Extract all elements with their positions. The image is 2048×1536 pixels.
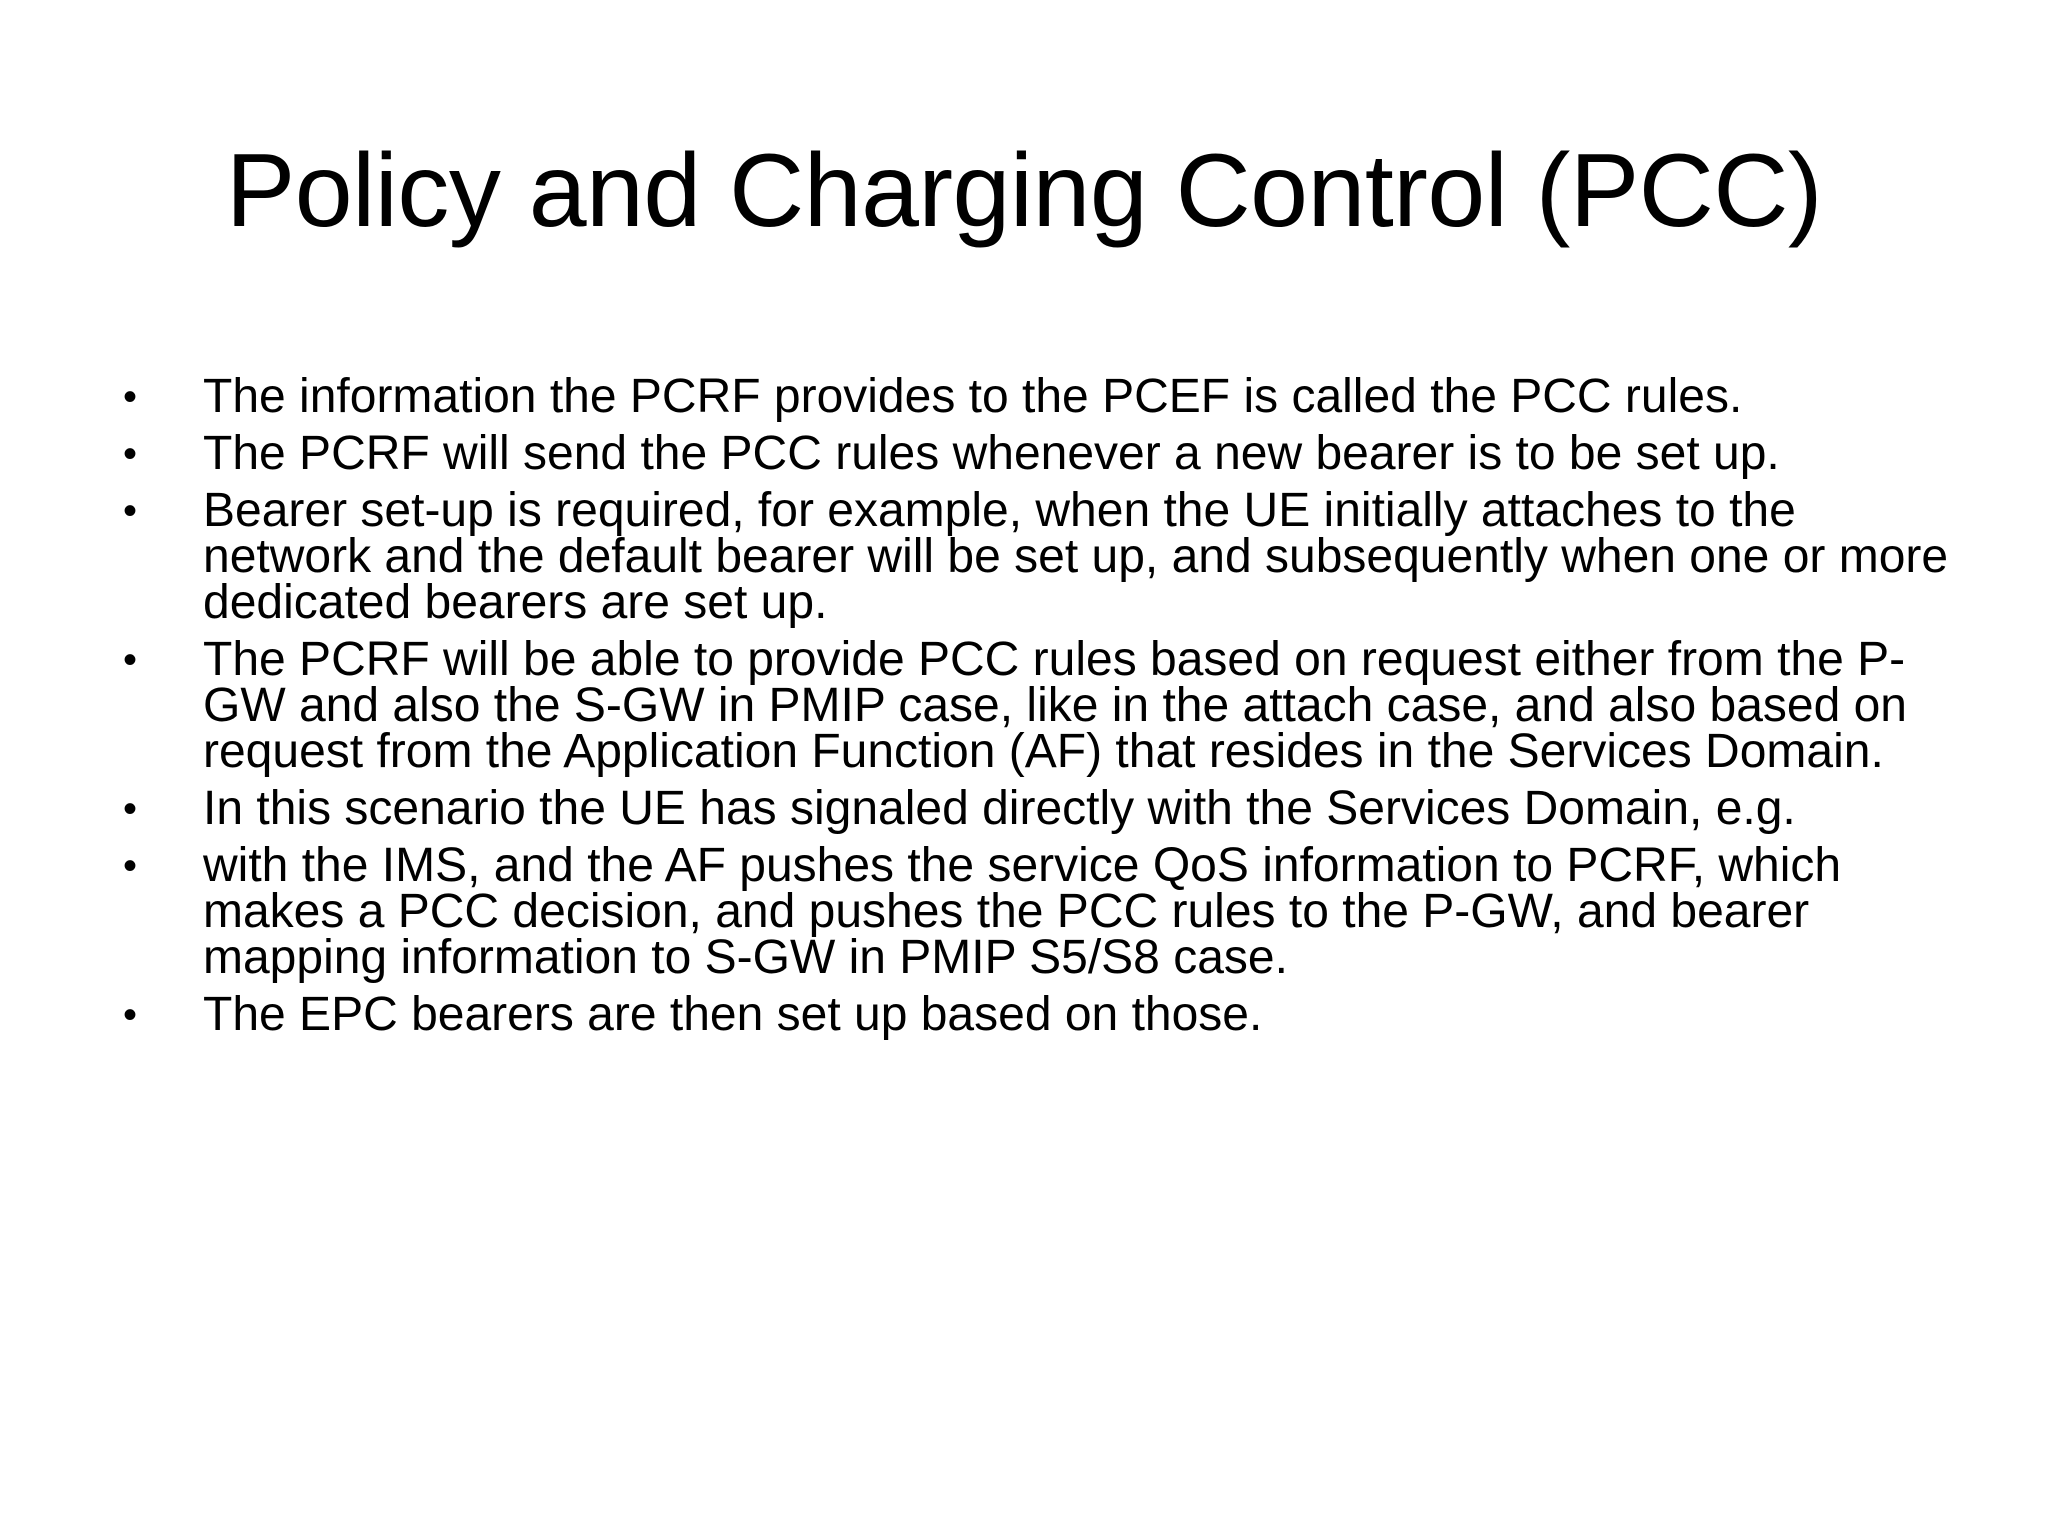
bullet-text: The information the PCRF provides to the PCEF is called the PCC rules. [203, 370, 1743, 423]
slide-title: Policy and Charging Control (PCC) [225, 133, 1823, 249]
bullet-item [119, 988, 1949, 1041]
bullet-text: Bearer set-up is required, for example, when the UE initially attaches to the network and the default bearer will be set up, and subsequently when one or more dedicated bearers are set up. [203, 484, 1949, 629]
bullet-list [119, 370, 1949, 1049]
bullet-dot-icon: • [123, 489, 138, 533]
bullet-text: with the IMS, and the AF pushes the service QoS information to PCRF, which makes a PCC decision, and pushes the PCC rules to the P-GW, and bearer mapping information to S-GW in PMIP S5/S8 case. [203, 839, 1842, 984]
bullet-item [119, 633, 1949, 778]
bullet-item [119, 782, 1949, 835]
bullet-dot-icon: • [123, 432, 138, 476]
bullet-dot-icon: • [123, 787, 138, 831]
bullet-item [119, 839, 1949, 984]
bullet-text: The PCRF will send the PCC rules whenever a new bearer is to be set up. [203, 427, 1780, 480]
bullet-item [119, 370, 1949, 423]
bullet-dot-icon: • [123, 844, 138, 888]
bullet-item [119, 427, 1949, 480]
bullet-text: In this scenario the UE has signaled directly with the Services Domain, e.g. [203, 782, 1796, 835]
bullet-dot-icon: • [123, 638, 138, 682]
bullet-text: The PCRF will be able to provide PCC rules based on request either from the P-GW and also the S-GW in PMIP case, like in the attach case, and also based on request from the Application Function (AF) that resides in the Services Domain. [203, 633, 1907, 778]
bullet-dot-icon: • [123, 993, 138, 1037]
bullet-text: The EPC bearers are then set up based on those. [203, 988, 1263, 1041]
bullet-item [119, 484, 1949, 629]
bullet-dot-icon: • [123, 375, 138, 419]
